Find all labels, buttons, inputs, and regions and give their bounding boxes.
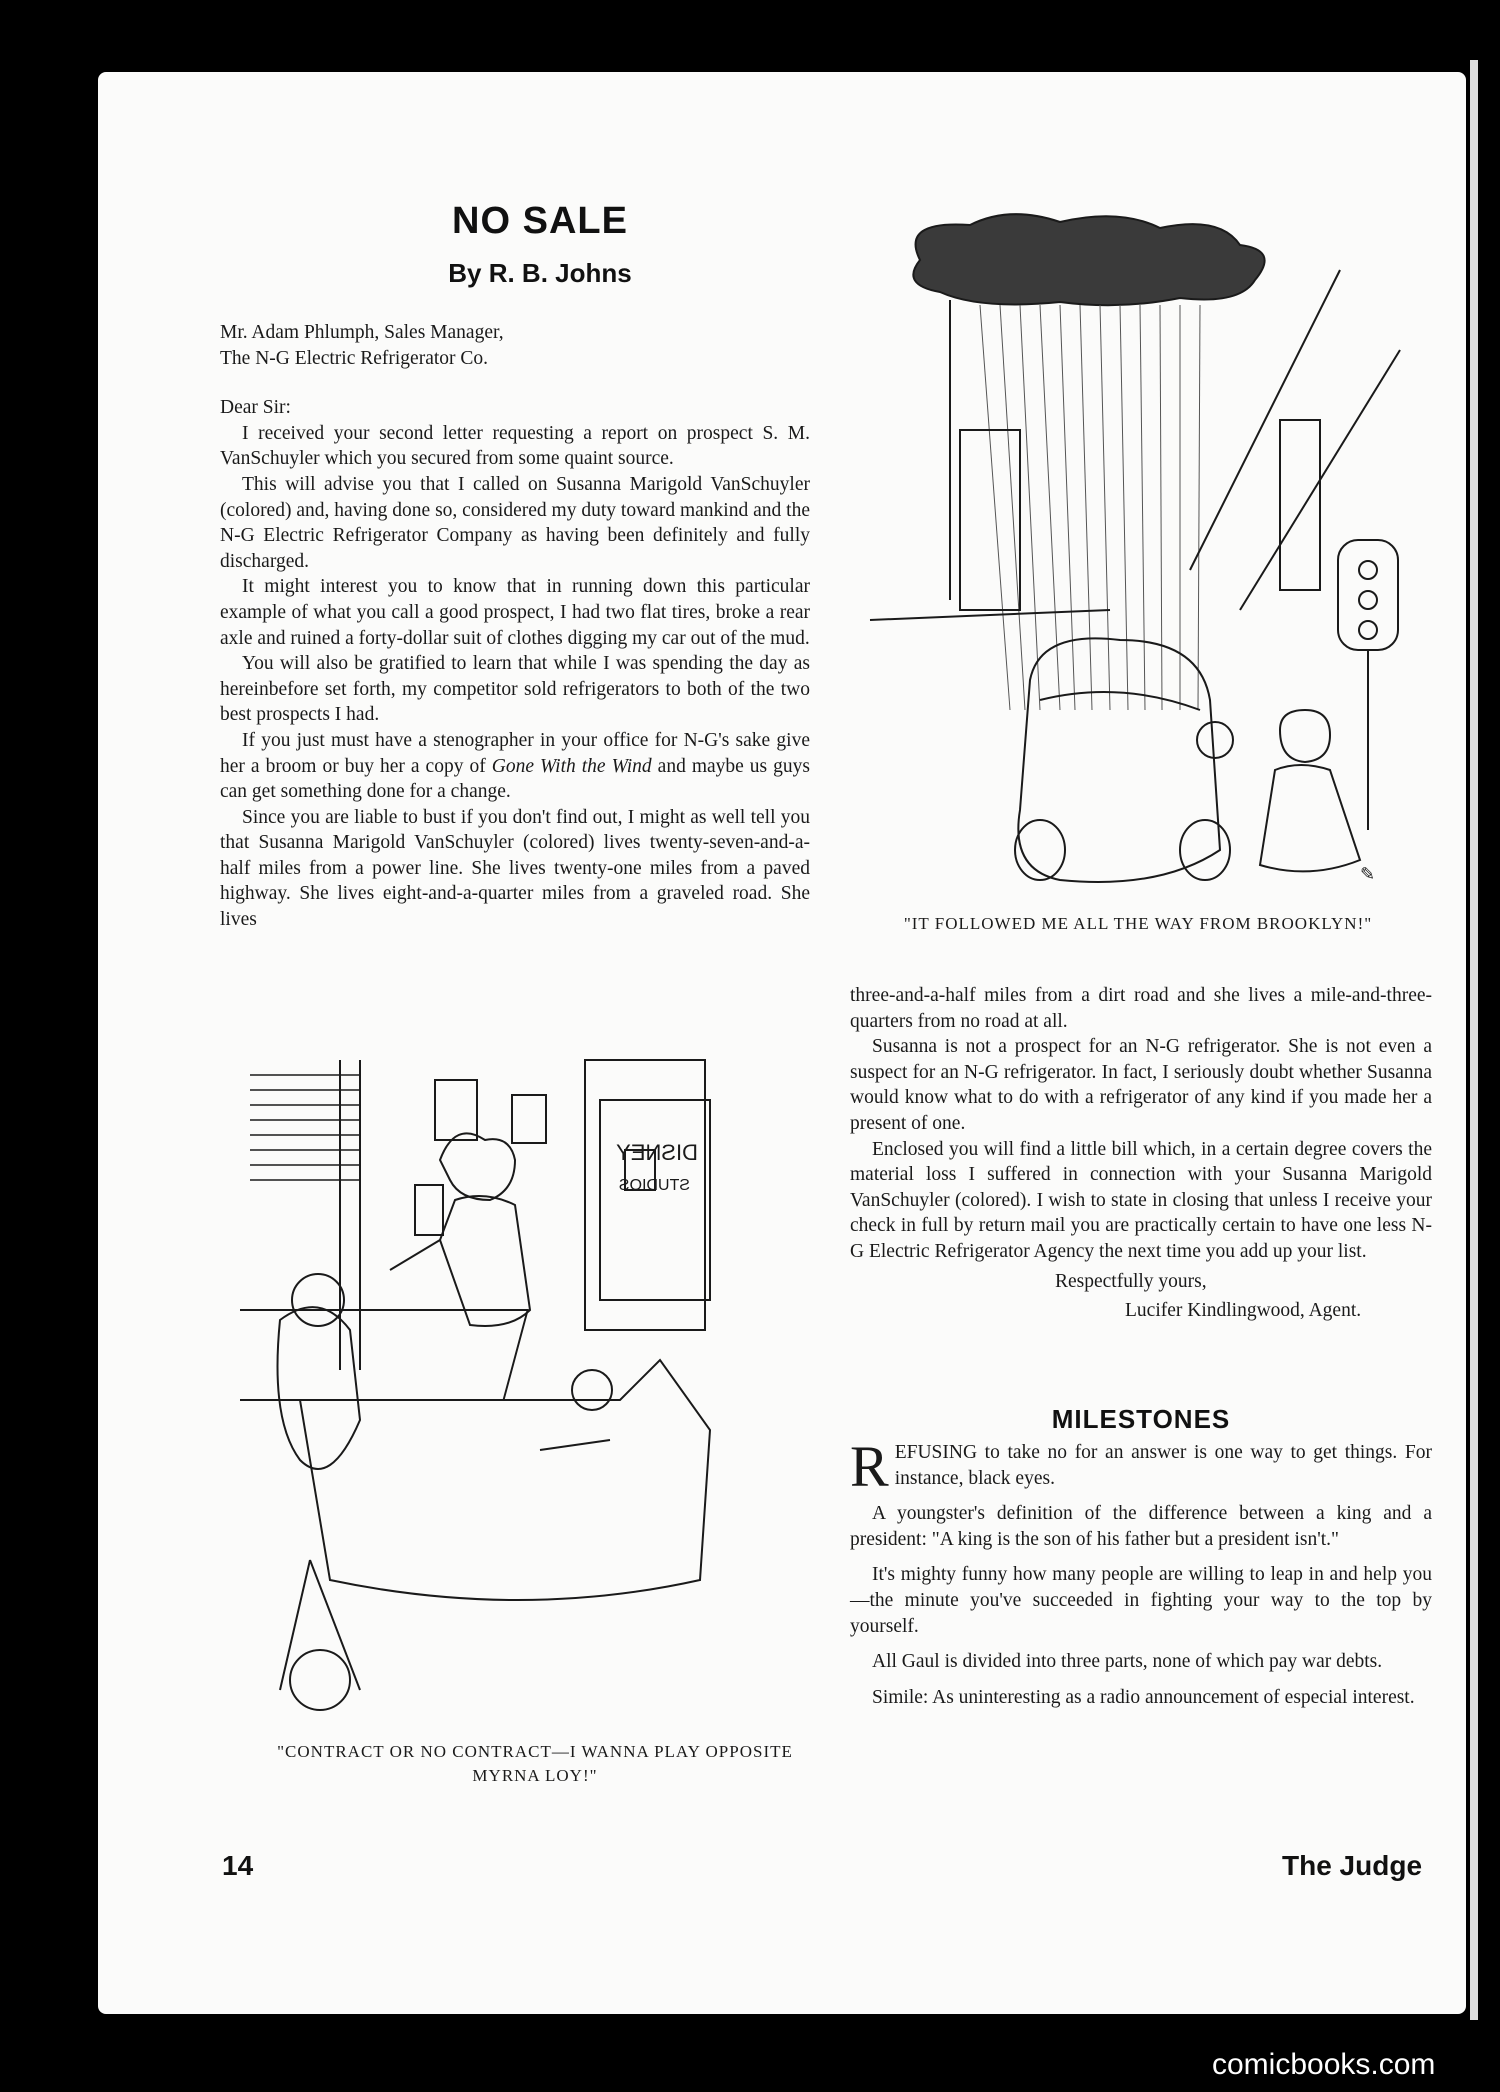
page-edge <box>1470 60 1478 2020</box>
paragraph-7: Susanna is not a prospect for an N-G refrigerator. She is not even a suspect for an N-G refrigerator. In fact, I seriously doubt whether Susanna would know what to do with a refrigerator of any kind if you made her a present of one. <box>850 1036 1432 1134</box>
paragraph-2: This will advise you that I called on Susanna Marigold VanSchuyler (colored) and, having done so, considered my duty toward mankind and the N-G Electric Refrigerator Company as having been definitely and fully discharged. <box>220 473 810 572</box>
magazine-name: The Judge <box>1282 1850 1423 1881</box>
book-title: Gone With the Wind <box>491 755 652 777</box>
milestone-2: A youngster's definition of the difference between a king and a president: "A king is the son of his father but a president isn't." <box>850 1503 1432 1550</box>
milestones-title: MILESTONES <box>1051 1404 1231 1434</box>
closing: Respectfully yours, <box>1055 1270 1207 1292</box>
dwarf-on-desk-icon <box>240 1040 820 1730</box>
article-title: NO SALE <box>452 200 628 242</box>
milestone-5: Simile: As uninteresting as a radio announcement of especial interest. <box>872 1686 1415 1708</box>
disney-sign: DISNEY <box>616 1140 698 1165</box>
addressee-line-1: Mr. Adam Phlumph, Sales Manager, <box>220 322 504 343</box>
milestone-1: REFUSING to take no for an answer is one way to get things. For instance, black eyes. <box>850 1434 1432 1499</box>
paragraph-8: Enclosed you will find a little bill which, in a certain degree covers the material loss I suffered in connection with your Susanna Marigold VanSchuyler (colored). I wish to state in closing that unless I receive your check in full by return mail you are practically certain to have one less N-G Electric Refrigerator Agency the next time you add up your list. <box>850 1138 1432 1262</box>
paragraph-5: If you just must have a stenographer in your office for N-G's sake give her a broom or buy her a copy of Gone With the Wind and maybe us guys can get something done for a change. <box>220 729 810 803</box>
paragraph-3: It might interest you to know that in running down this particular example of what you call a good prospect, I had two flat tires, broke a rear axle and ruined a forty-dollar suit of clothes digging my car out of the mud. <box>220 576 810 649</box>
paragraph-6: Since you are liable to bust if you don't find out, I might as well tell you that Susanna Marigold VanSchuyler (colored) lives twenty-seven-and-a-half miles from a power line. She lives twenty-one miles from a paved highway. She lives eight-and-a-quarter miles from a graveled road. She lives <box>220 806 810 931</box>
article-column-left <box>220 320 810 933</box>
milestone-3: It's mighty funny how many people are willing to leap in and help you—the minute you've succeeded in fighting your way to the top by yourself. <box>850 1564 1432 1637</box>
rain-cloud-over-car-icon <box>860 210 1430 900</box>
paragraph-1: I received your second letter requesting a report on prospect S. M. VanSchuyler which you secured from some quaint source. <box>220 422 810 470</box>
paragraph-4: You will also be gratified to learn that while I was spending the day as hereinbefore set forth, my competitor sold refrigerators to both of the two best prospects I had. <box>220 653 810 726</box>
studios-sign: STUDIOS <box>618 1177 690 1194</box>
signature: Lucifer Kindlingwood, Agent. <box>1125 1300 1362 1322</box>
addressee-line-2: The N-G Electric Refrigerator Co. <box>220 347 489 369</box>
drop-cap: R <box>850 1434 889 1499</box>
bottom-cartoon-caption: "CONTRACT OR NO CONTRACT—I WANNA PLAY OPPOSITE MYRNA LOY!" <box>277 1742 793 1785</box>
article-byline: By R. B. Johns <box>448 258 632 288</box>
milestones-column <box>850 1434 1432 1720</box>
article-column-right <box>850 983 1432 1324</box>
watermark: comicbooks.com <box>1212 2048 1436 2081</box>
svg-text:✎: ✎ <box>1360 864 1376 885</box>
salutation: Dear Sir: <box>220 397 291 419</box>
top-cartoon-caption: "IT FOLLOWED ME ALL THE WAY FROM BROOKLYN!" <box>903 914 1373 933</box>
paragraph-6-continued: three-and-a-half miles from a dirt road and she lives a mile-and-three-quarters from no road at all. <box>850 985 1432 1032</box>
page-number: 14 <box>222 1850 254 1881</box>
milestone-4: All Gaul is divided into three parts, none of which pay war debts. <box>872 1651 1383 1673</box>
